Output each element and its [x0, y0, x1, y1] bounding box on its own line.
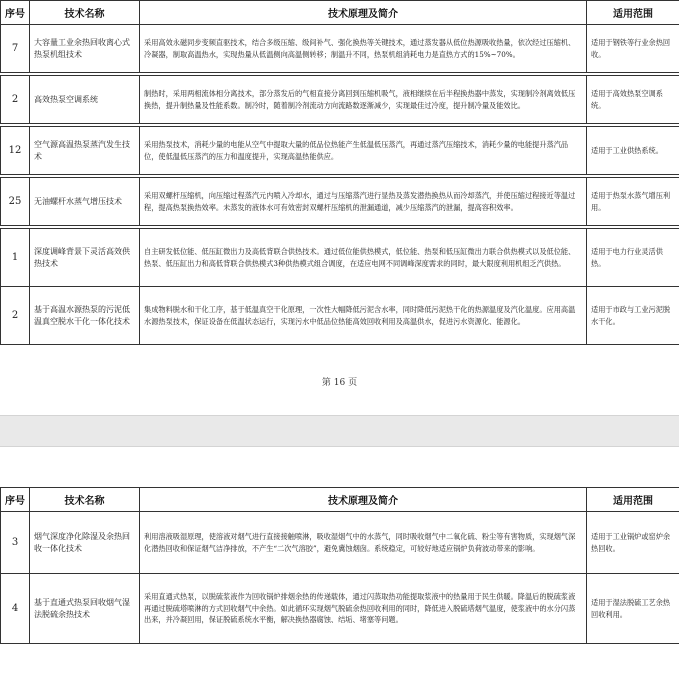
header-scope: 适用范围	[587, 488, 679, 512]
row-name: 烟气深度净化除湿及余热回收一体化技术	[30, 512, 140, 574]
row-no: 3	[1, 512, 30, 574]
table-row	[1, 512, 679, 574]
row-no: 4	[1, 574, 30, 644]
row-scope: 适用于工业供热系统。	[587, 127, 679, 175]
row-name: 深度调峰背景下灵活高效供热技术	[30, 229, 140, 287]
table-row	[1, 574, 679, 644]
row-name: 大容量工业余热回收离心式热泵机组技术	[30, 25, 140, 73]
row-scope: 适用于钢铁等行业余热回收。	[587, 25, 679, 73]
table-header-row	[1, 1, 679, 25]
row-no: 1	[1, 229, 30, 287]
row-desc: 自主研发低位能、低压缸微出力及高低背联合供热技术。通过低位能供热模式，低位能、热泵和低压缸微出力联合供热模式以及低位能、热泵、低压缸出力和高低背联合供热模式3种供热模式组合调度，在适应电网不同调峰深度需求的同时，最大限度利用机组乏汽供热。	[140, 229, 587, 287]
row-no: 7	[1, 25, 30, 73]
page-separator	[0, 415, 679, 447]
row-desc: 采用高效永磁同步变频直驱技术，结合多级压缩、级间补气、强化换热等关键技术，通过蒸发器从低位热源吸收热量，依次经过压缩机、冷凝器，制取高温热水，实现热量从低温侧向高温侧转移；制温升不同，热泵机组消耗电力是直热方式的15%~70%。	[140, 25, 587, 73]
row-desc: 采用双螺杆压缩机，向压缩过程蒸汽元内喷入冷却水，通过与压缩蒸汽进行显热及蒸发潜热换热从而冷却蒸汽，并使压缩过程接近等温过程，提高热泵换热效率。未蒸发的液体水可有效密封双螺杆压缩机的泄漏通道，减少压缩蒸汽的泄漏，提高容积效率。	[140, 178, 587, 226]
table-row	[1, 178, 679, 226]
row-name: 高效热泵空调系统	[30, 76, 140, 124]
row-name: 无油螺杆水蒸气增压技术	[30, 178, 140, 226]
row-scope: 适用于工业锅炉或窑炉余热回收。	[587, 512, 679, 574]
row-desc: 利用溶液吸湿原理，使溶液对烟气进行直接接触喷淋，吸收湿烟气中的水蒸气，同时吸收烟气中二氧化硫、粉尘等有害物质，实现烟气深化潜热回收和保证烟气洁净排放，不产生“二次气溶胶”，避免冀蚀烟囱。系统稳定，可较好地适应锅炉负荷波动带来的影响。	[140, 512, 587, 574]
row-scope: 适用于高效热泵空调系统。	[587, 76, 679, 124]
table-row	[1, 229, 679, 287]
page-number: 第 16 页	[321, 378, 358, 388]
row-no: 25	[1, 178, 30, 226]
technology-table-bottom	[0, 487, 679, 644]
row-desc: 采用热泵技术，消耗少量的电能从空气中提取大量的低品位热能产生低温低压蒸汽，再通过蒸汽压缩技术，消耗少量的电能提升蒸汽品位，使低温低压蒸汽的压力和温度提升，实现高温热能供应。	[140, 127, 587, 175]
table-header-row	[1, 488, 679, 512]
row-name: 基于高温水源热泵的污泥低温真空脱水干化一体化技术	[30, 287, 140, 345]
header-desc: 技术原理及简介	[140, 1, 587, 25]
row-no: 2	[1, 76, 30, 124]
row-scope: 适用于热泵水蒸气增压利用。	[587, 178, 679, 226]
header-name: 技术名称	[30, 1, 140, 25]
header-no: 序号	[1, 1, 30, 25]
row-name: 空气源高温热泵蒸汽发生技术	[30, 127, 140, 175]
row-no: 12	[1, 127, 30, 175]
header-no: 序号	[1, 488, 30, 512]
row-desc: 制热时，采用两相流体相分离技术，部分蒸发后的气相直接分离回到压缩机吸气，液相继续在后半程换热器中蒸发，实现制冷剂离效低压换热，提升制热量及性能系数。制冷时，随着制冷剂流动方向流路数逐渐减少，实现最佳过冷度，提升制冷量及能效比。	[140, 76, 587, 124]
row-name: 基于直通式热泵回收烟气湿法脱硫余热技术	[30, 574, 140, 644]
document-page-17	[0, 447, 679, 644]
header-scope: 适用范围	[587, 1, 679, 25]
table-row	[1, 287, 679, 345]
table-row	[1, 127, 679, 175]
row-scope: 适用于市政与工业污泥脱水干化。	[587, 287, 679, 345]
table-row	[1, 25, 679, 73]
header-desc: 技术原理及简介	[140, 488, 587, 512]
row-scope: 适用于电力行业灵活供热。	[587, 229, 679, 287]
row-scope: 适用于湿法脱硫工艺余热回收利用。	[587, 574, 679, 644]
header-name: 技术名称	[30, 488, 140, 512]
row-no: 2	[1, 287, 30, 345]
table-row	[1, 76, 679, 124]
row-desc: 集成物料脱水和干化工序，基于低温真空干化原理，一次性大幅降低污泥含水率，同时降低污泥热干化的热源温度及汽化温度。应用高温水源热泵技术，保证设备在低温状态运行，实现污水中低品位热能高效回收利用及高温供水，促进污水资源化、能源化。	[140, 287, 587, 345]
row-desc: 采用直通式热泵，以脱硫浆液作为回收锅炉排烟余热的传递载体，通过闪蒸取热功能提取浆液中的热量用于民生供暖。降温后的脱硫浆液再通过脱硫塔喷淋的方式回收烟气中余热。如此循环实现烟气脱硫余热回收利用的同时，降低进入脱硫塔烟气温度，使浆液中的水分闪蒸出来，并冷凝回用，保证脱硫系统水平衡，解决换热器腐蚀、结垢、堵塞等问题。	[140, 574, 587, 644]
